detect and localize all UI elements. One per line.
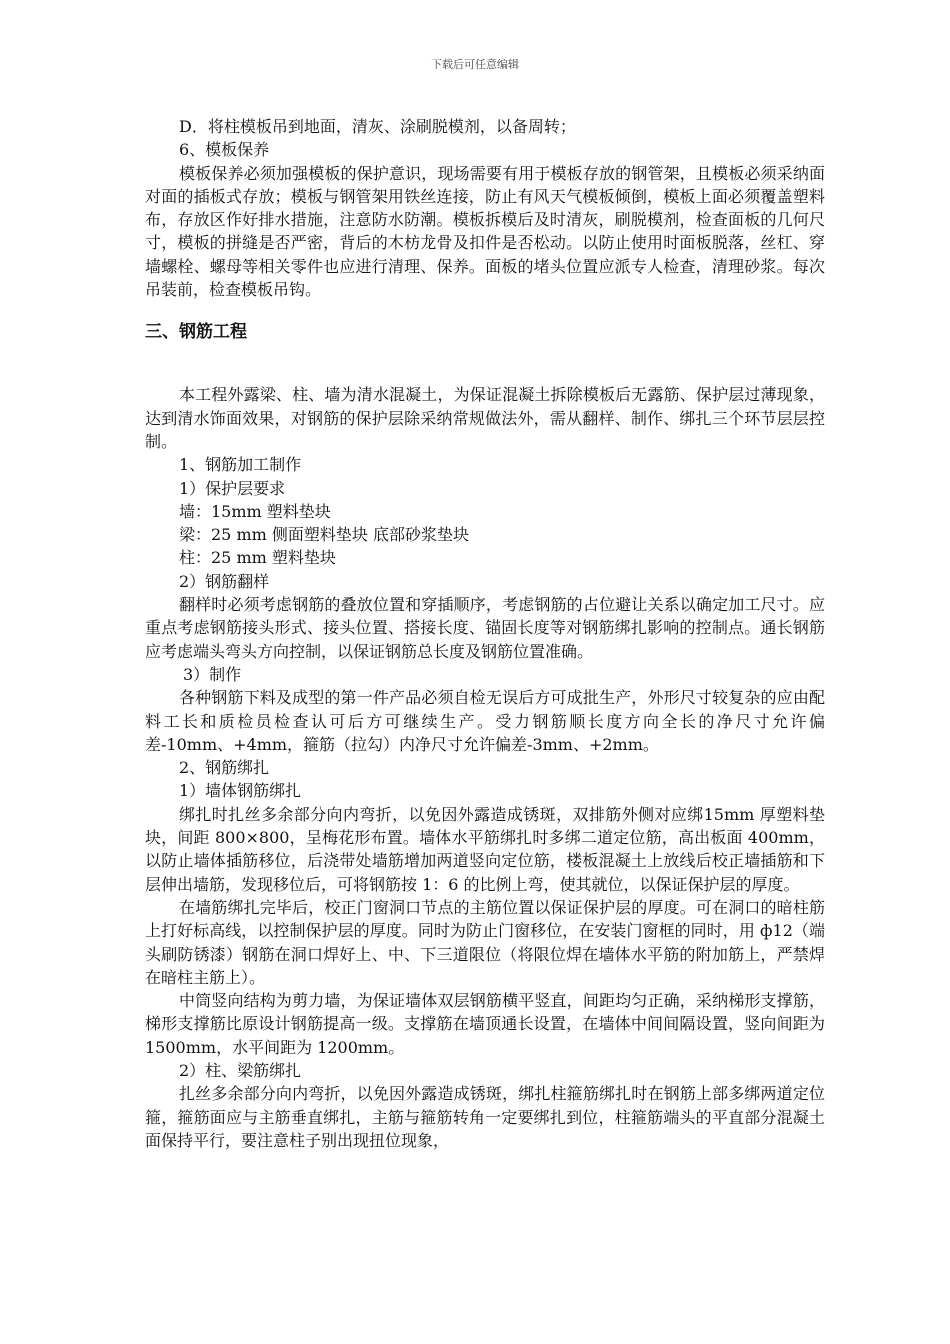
paragraph: 在墙筋绑扎完毕后，校正门窗洞口节点的主筋位置以保证保护层的厚度。可在洞口的暗柱筋上打好标高线，以控制保护层的厚度。同时为防止门窗移位，在安装门窗框的同时，用 ф12（端头刷防锈漆）钢筋在洞口焊好上、中、下三道限位（将限位焊在墙体水平筋的附加筋上，严禁焊在暗柱主筋上）。 <box>145 897 825 987</box>
paragraph: 绑扎时扎丝多余部分向内弯折，以免因外露造成锈斑，双排筋外侧对应绑15mm 厚塑料垫块，间距 800×800，呈梅花形布置。墙体水平筋绑扎时多绑二道定位筋，高出板面 400mm，以防止墙体插筋移位，后浇带处墙筋增加两道竖向定位筋，楼板混凝土上放线后校正墙插筋和下层伸出墙筋，发现移位后，可将钢筋按 1：6 的比例上弯，使其就位，以保证保护层的厚度。 <box>145 804 825 894</box>
paragraph: 1）墙体钢筋绑扎 <box>179 781 302 801</box>
paragraph: 梁：25 mm 侧面塑料垫块 底部砂浆垫块 <box>179 525 469 545</box>
paragraph: 模板保养必须加强模板的保护意识，现场需要有用于模板存放的钢管架，且模板必须采纳面对面的插板式存放；模板与钢管架用铁丝连接，防止有风天气模板倾倒，模板上面必须覆盖塑料布，存放区作好排水措施，注意防水防潮。模板拆模后及时清灰，刷脱模剂，检查面板的几何尺寸，模板的拼缝是否严密，背后的木枋龙骨及扣件是否松动。以防止使用时面板脱落，丝杠、穿墙螺栓、螺母等相关零件也应进行清理、保养。面板的堵头位置应派专人检查，清理砂浆。每次吊装前，检查模板吊钩。 <box>145 163 825 300</box>
paragraph: 1、钢筋加工制作 <box>179 455 302 475</box>
paragraph: 扎丝多余部分向内弯折，以免因外露造成锈斑，绑扎柱箍筋绑扎时在钢筋上部多绑两道定位箍，箍筋面应与主筋垂直绑扎，主筋与箍筋转角一定要绑扎到位，柱箍筋端头的平直部分混凝土面保持平行，要注意柱子别出现扭位现象， <box>145 1084 825 1150</box>
paragraph: D．将柱模板吊到地面，清灰、涂刷脱模剂，以备周转； <box>179 117 576 136</box>
paragraph: 6、模板保养 <box>179 140 270 160</box>
paragraph: 1）保护层要求 <box>179 478 286 498</box>
section-heading: 三、钢筋工程 <box>145 322 247 343</box>
paragraph: 中筒竖向结构为剪力墙，为保证墙体双层钢筋横平竖直，间距均匀正确，采纳梯形支撑筋，梯形支撑筋比原设计钢筋提高一级。支撑筋在墙顶通长设置，在墙体中间间隔设置，竖向间距为 1500mm，水平间距为 1200mm。 <box>145 991 825 1057</box>
paragraph: 2）钢筋翻样 <box>179 571 270 591</box>
paragraph: 柱：25 mm 塑料垫块 <box>179 548 336 568</box>
document-body <box>145 115 825 1152</box>
paragraph: 各种钢筋下料及成型的第一件产品必须自检无误后方可成批生产，外形尺寸较复杂的应由配料工长和质检员检查认可后方可继续生产。受力钢筋顺长度方向全长的净尺寸允许偏差-10mm、+4mm，箍筋（拉勾）内净尺寸允许偏差-3mm、+2mm。 <box>145 688 825 754</box>
paragraph: 翻样时必须考虑钢筋的叠放位置和穿插顺序，考虑钢筋的占位避让关系以确定加工尺寸。应重点考虑钢筋接头形式、接头位置、搭接长度、锚固长度等对钢筋绑扎影响的控制点。通长钢筋应考虑端头弯头方向控制，以保证钢筋总长度及钢筋位置准确。 <box>145 595 825 661</box>
paragraph: 3）制作 <box>183 664 242 684</box>
paragraph: 墙：15mm 塑料垫块 <box>179 501 331 521</box>
paragraph: 2、钢筋绑扎 <box>179 758 270 778</box>
paragraph: 本工程外露梁、柱、墙为清水混凝土，为保证混凝土拆除模板后无露筋、保护层过薄现象，达到清水饰面效果，对钢筋的保护层除采纳常规做法外，需从翻样、制作、绑扎三个环节层层控制。 <box>145 385 825 451</box>
paragraph: 2）柱、梁筋绑扎 <box>179 1060 302 1080</box>
page-header: 下载后可任意编辑 <box>431 58 519 71</box>
